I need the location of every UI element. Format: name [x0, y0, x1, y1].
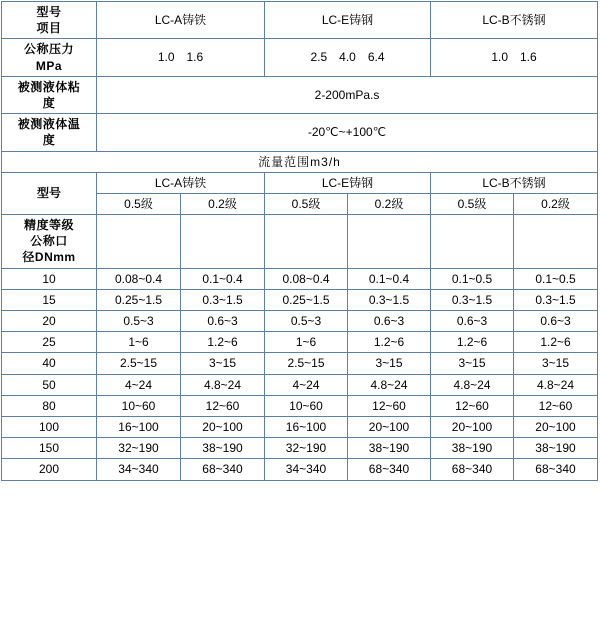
pressure-label — [2, 39, 97, 76]
range-cell: 38~190 — [348, 438, 431, 459]
range-cell: 1~6 — [265, 332, 348, 353]
viscosity-label — [2, 76, 97, 113]
range-cell: 1.2~6 — [181, 332, 265, 353]
temperature-label — [2, 114, 97, 151]
range-cell: 0.1~0.4 — [181, 268, 265, 289]
range-cell: 0.6~3 — [348, 311, 431, 332]
pressure-value: 6.4 — [367, 50, 385, 65]
range-cell: 10~60 — [97, 395, 181, 416]
table-row — [2, 438, 598, 459]
dn-cell: 15 — [2, 289, 97, 310]
range-cell: 0.3~1.5 — [348, 289, 431, 310]
range-cell: 38~190 — [431, 438, 514, 459]
grade-cell: 0.2级 — [348, 193, 431, 214]
range-cell: 38~190 — [514, 438, 598, 459]
grade-cell: 0.5级 — [97, 193, 181, 214]
range-cell: 0.1~0.4 — [348, 268, 431, 289]
grade-cell: 0.2级 — [181, 193, 265, 214]
temperature-label-line1: 被测液体温 — [17, 117, 81, 132]
row-accuracy-dn-label — [2, 215, 598, 269]
range-cell: 2.5~15 — [265, 353, 348, 374]
range-cell: 3~15 — [181, 353, 265, 374]
range-cell: 1.2~6 — [514, 332, 598, 353]
accuracy-dn-label — [2, 215, 97, 269]
pressure-label-line1: 公称压力 — [23, 42, 74, 57]
row-bottom-model-header — [2, 172, 598, 193]
range-cell: 0.6~3 — [431, 311, 514, 332]
range-cell: 10~60 — [265, 395, 348, 416]
model-col-stainless: LC-B不锈钢 — [431, 2, 598, 39]
pressure-value: 2.5 — [310, 50, 328, 65]
dn-cell: 200 — [2, 459, 97, 480]
range-cell: 0.3~1.5 — [181, 289, 265, 310]
bottom-model-label — [2, 172, 97, 214]
pressure-values-cast-steel — [265, 39, 431, 76]
dn-cell: 40 — [2, 353, 97, 374]
range-cell: 1.2~6 — [431, 332, 514, 353]
grade-cell: 0.5级 — [431, 193, 514, 214]
row-liquid-temperature — [2, 114, 598, 151]
temperature-label-line2: 度 — [42, 133, 56, 148]
range-cell: 0.6~3 — [514, 311, 598, 332]
range-cell: 3~15 — [431, 353, 514, 374]
pressure-value: 1.0 — [157, 50, 175, 65]
range-cell: 0.08~0.4 — [97, 268, 181, 289]
range-cell: 0.5~3 — [265, 311, 348, 332]
dn-cell: 100 — [2, 416, 97, 437]
range-cell: 0.3~1.5 — [431, 289, 514, 310]
dn-cell: 10 — [2, 268, 97, 289]
flow-range-title: 流量范围m3/h — [2, 151, 598, 172]
dn-cell: 150 — [2, 438, 97, 459]
pressure-value: 1.6 — [186, 50, 204, 65]
range-cell: 4.8~24 — [348, 374, 431, 395]
range-cell: 3~15 — [348, 353, 431, 374]
table-row — [2, 353, 598, 374]
range-cell: 20~100 — [514, 416, 598, 437]
dn-cell: 80 — [2, 395, 97, 416]
pressure-value: 1.0 — [491, 50, 508, 65]
range-cell: 0.08~0.4 — [265, 268, 348, 289]
table-row — [2, 374, 598, 395]
model-project-label — [2, 2, 97, 39]
range-cell: 0.3~1.5 — [514, 289, 598, 310]
dn-cell: 50 — [2, 374, 97, 395]
pressure-values-cast-iron — [97, 39, 265, 76]
range-cell: 4~24 — [97, 374, 181, 395]
row-liquid-viscosity — [2, 76, 598, 113]
model-label-line2: 项目 — [36, 21, 62, 36]
pressure-values-stainless — [431, 39, 598, 76]
viscosity-label-line2: 度 — [42, 95, 56, 110]
range-cell: 1.2~6 — [348, 332, 431, 353]
accuracy-spacer-cell — [97, 215, 181, 269]
row-model-header — [2, 2, 598, 39]
table-row — [2, 395, 598, 416]
bottom-model-cast-iron: LC-A铸铁 — [97, 172, 265, 193]
range-cell: 20~100 — [431, 416, 514, 437]
range-cell: 0.25~1.5 — [265, 289, 348, 310]
dn-cell: 25 — [2, 332, 97, 353]
table-row — [2, 268, 598, 289]
bottom-model-cast-steel: LC-E铸钢 — [265, 172, 431, 193]
range-cell: 0.6~3 — [181, 311, 265, 332]
bottom-model-label-line1: 型号 — [36, 186, 61, 201]
table-row — [2, 459, 598, 480]
accuracy-label-line3: 径DNmm — [22, 250, 76, 265]
range-cell: 68~340 — [431, 459, 514, 480]
range-cell: 0.25~1.5 — [97, 289, 181, 310]
range-cell: 4.8~24 — [431, 374, 514, 395]
range-cell: 32~190 — [97, 438, 181, 459]
accuracy-spacer-cell — [348, 215, 431, 269]
range-cell: 4~24 — [265, 374, 348, 395]
model-col-cast-iron: LC-A铸铁 — [97, 2, 265, 39]
range-cell: 12~60 — [514, 395, 598, 416]
temperature-value: -20℃~+100℃ — [97, 114, 598, 151]
viscosity-label-line1: 被测液体粘 — [17, 79, 81, 94]
table-row — [2, 289, 598, 310]
range-cell: 34~340 — [97, 459, 181, 480]
range-cell: 68~340 — [348, 459, 431, 480]
specification-table — [1, 1, 598, 481]
pressure-value: 1.6 — [520, 50, 537, 65]
accuracy-spacer-cell — [265, 215, 348, 269]
accuracy-label-line2: 公称口 — [30, 234, 68, 249]
range-cell: 16~100 — [97, 416, 181, 437]
range-cell: 68~340 — [514, 459, 598, 480]
range-cell: 20~100 — [348, 416, 431, 437]
range-cell: 12~60 — [348, 395, 431, 416]
model-label-line1: 型号 — [36, 5, 62, 19]
range-cell: 0.5~3 — [97, 311, 181, 332]
model-col-cast-steel: LC-E铸钢 — [265, 2, 431, 39]
range-cell: 4.8~24 — [181, 374, 265, 395]
range-cell: 3~15 — [514, 353, 598, 374]
grade-cell: 0.5级 — [265, 193, 348, 214]
range-cell: 20~100 — [181, 416, 265, 437]
range-cell: 34~340 — [265, 459, 348, 480]
table-row — [2, 311, 598, 332]
range-cell: 12~60 — [431, 395, 514, 416]
accuracy-spacer-cell — [431, 215, 514, 269]
pressure-label-line2: MPa — [35, 58, 63, 73]
table-row — [2, 416, 598, 437]
range-cell: 1~6 — [97, 332, 181, 353]
range-cell: 2.5~15 — [97, 353, 181, 374]
range-cell: 32~190 — [265, 438, 348, 459]
table-row — [2, 332, 598, 353]
range-cell: 4.8~24 — [514, 374, 598, 395]
range-cell: 38~190 — [181, 438, 265, 459]
range-cell: 16~100 — [265, 416, 348, 437]
range-cell: 68~340 — [181, 459, 265, 480]
accuracy-spacer-cell — [514, 215, 598, 269]
row-flow-range-title — [2, 151, 598, 172]
row-nominal-pressure — [2, 39, 598, 76]
range-cell: 0.1~0.5 — [514, 268, 598, 289]
dn-cell: 20 — [2, 311, 97, 332]
grade-cell: 0.2级 — [514, 193, 598, 214]
range-cell: 12~60 — [181, 395, 265, 416]
pressure-value: 4.0 — [339, 50, 356, 65]
accuracy-label-line1: 精度等级 — [23, 218, 74, 233]
range-cell: 0.1~0.5 — [431, 268, 514, 289]
bottom-model-stainless: LC-B不锈钢 — [431, 172, 598, 193]
viscosity-value: 2-200mPa.s — [97, 76, 598, 113]
accuracy-spacer-cell — [181, 215, 265, 269]
